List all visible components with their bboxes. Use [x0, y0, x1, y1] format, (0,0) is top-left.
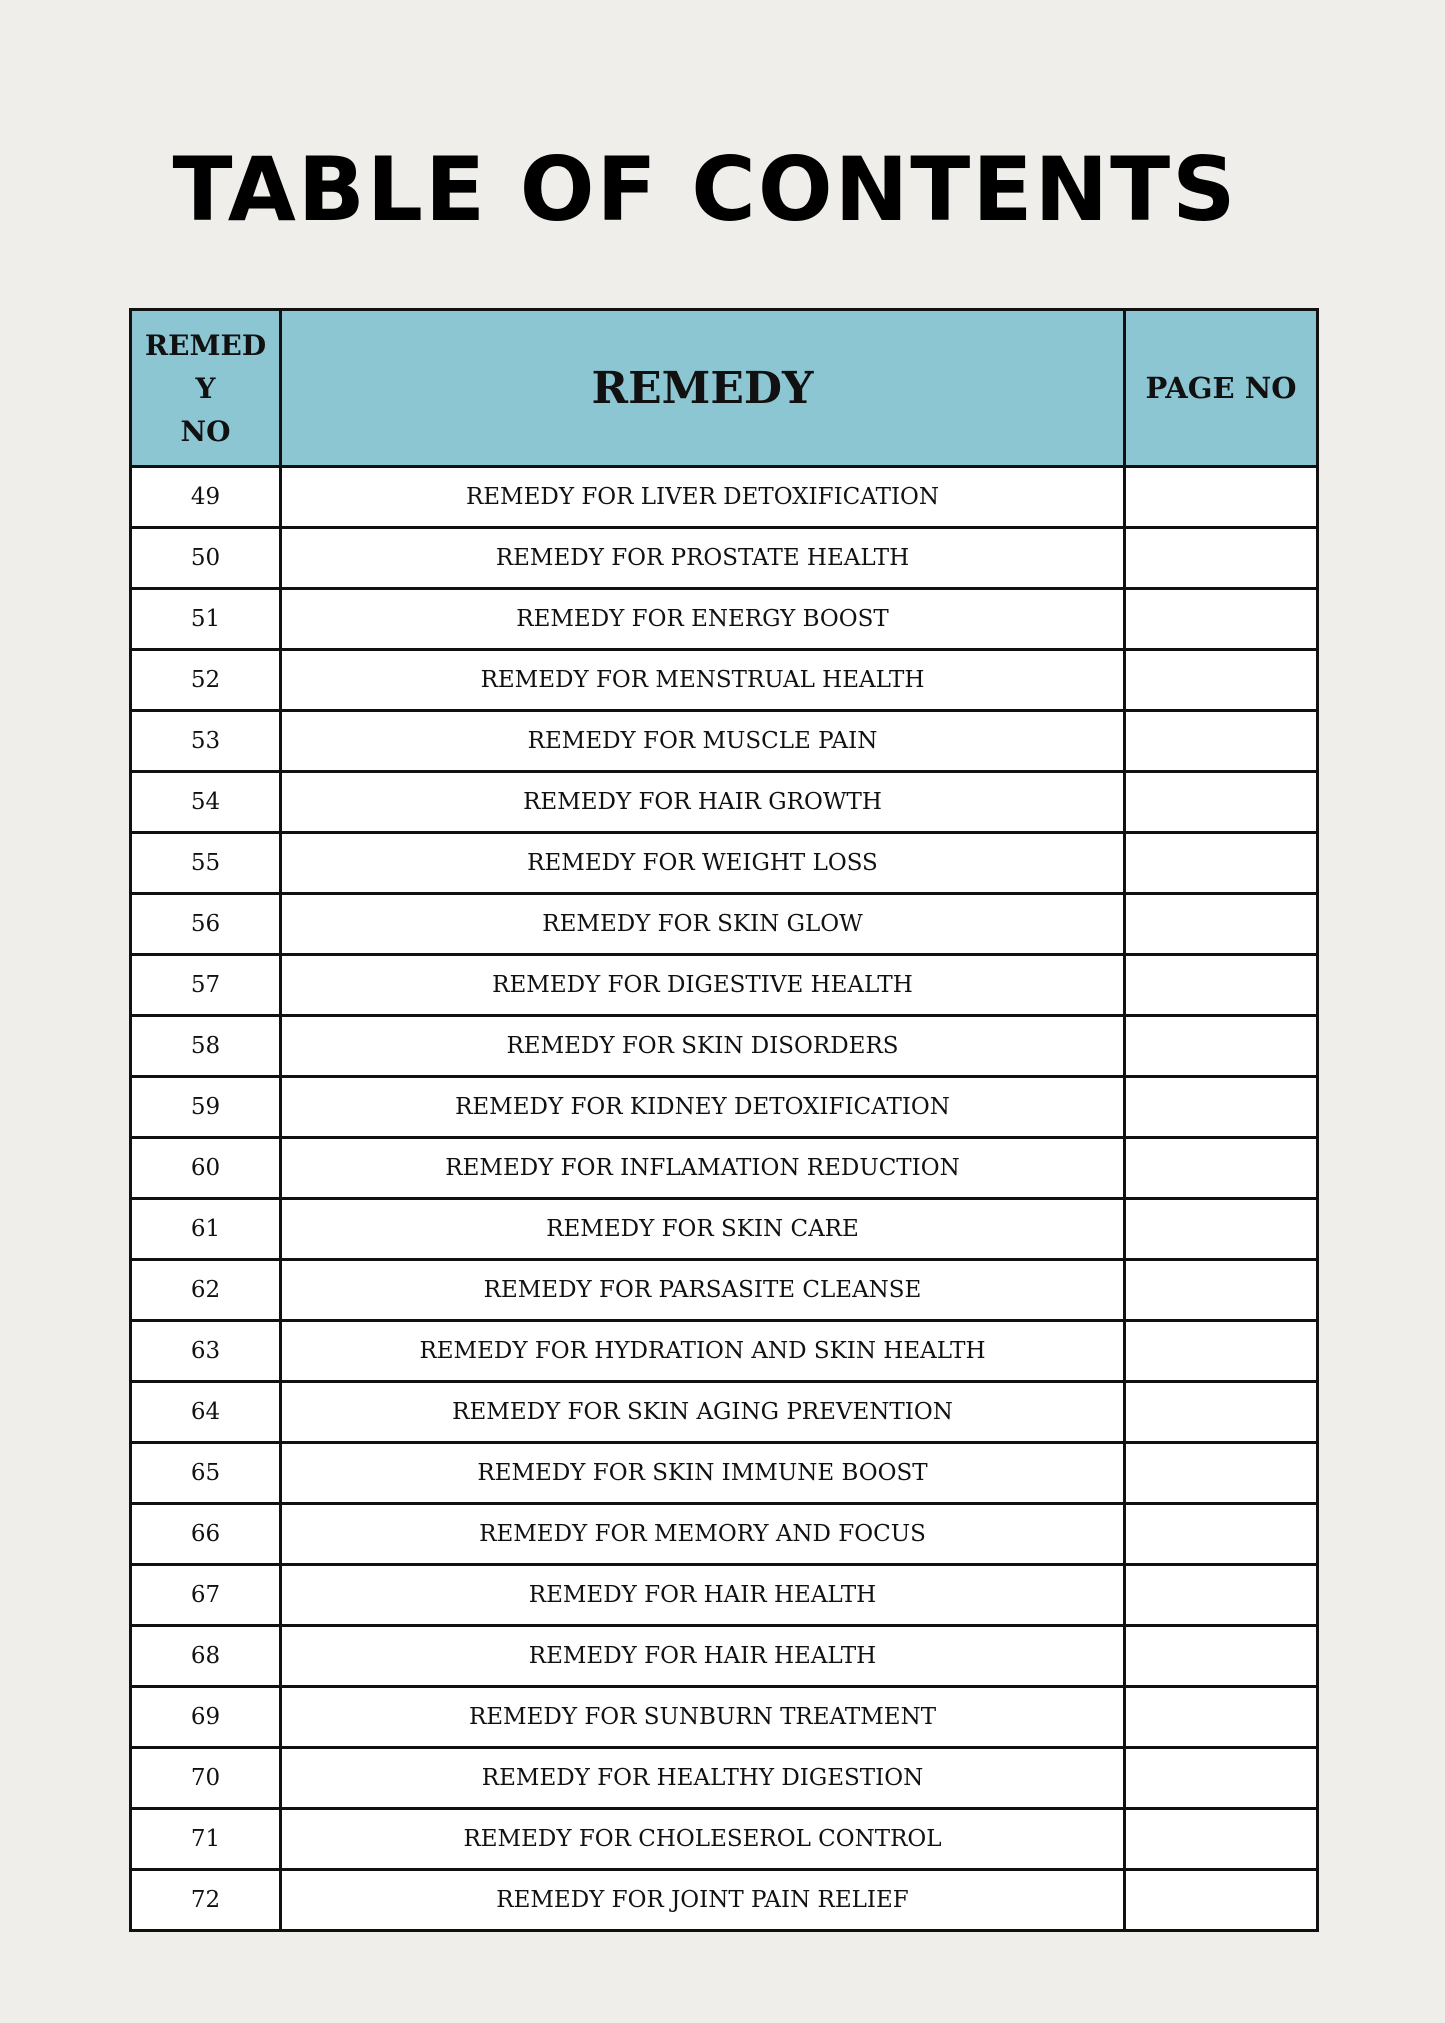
remedy-name-cell: REMEDY FOR HEALTHY DIGESTION — [281, 1748, 1125, 1809]
remedy-name-cell: REMEDY FOR WEIGHT LOSS — [281, 833, 1125, 894]
table-header-row — [131, 310, 1318, 467]
remedy-number-cell: 65 — [131, 1443, 281, 1504]
table-row — [131, 1626, 1318, 1687]
page-number-cell — [1125, 467, 1318, 528]
table-row — [131, 589, 1318, 650]
table-row — [131, 1077, 1318, 1138]
remedy-name-cell: REMEDY FOR SKIN CARE — [281, 1199, 1125, 1260]
remedy-name-cell: REMEDY FOR MEMORY AND FOCUS — [281, 1504, 1125, 1565]
table-body — [131, 467, 1318, 1931]
table-row — [131, 1809, 1318, 1870]
table-row — [131, 650, 1318, 711]
page-number-cell — [1125, 1382, 1318, 1443]
page-number-cell — [1125, 833, 1318, 894]
remedy-number-cell: 54 — [131, 772, 281, 833]
page-number-cell — [1125, 1626, 1318, 1687]
table-row — [131, 1382, 1318, 1443]
page-number-cell — [1125, 1809, 1318, 1870]
remedy-name-cell: REMEDY FOR DIGESTIVE HEALTH — [281, 955, 1125, 1016]
remedy-number-cell: 62 — [131, 1260, 281, 1321]
remedy-number-cell: 66 — [131, 1504, 281, 1565]
page-number-cell — [1125, 1443, 1318, 1504]
table-row — [131, 955, 1318, 1016]
table-row — [131, 1748, 1318, 1809]
remedy-number-cell: 60 — [131, 1138, 281, 1199]
page-number-cell — [1125, 1321, 1318, 1382]
table-row — [131, 833, 1318, 894]
remedy-name-cell: REMEDY FOR MUSCLE PAIN — [281, 711, 1125, 772]
page-number-cell — [1125, 1504, 1318, 1565]
table-row — [131, 1321, 1318, 1382]
table-row — [131, 467, 1318, 528]
remedy-number-cell: 50 — [131, 528, 281, 589]
remedy-name-cell: REMEDY FOR SKIN GLOW — [281, 894, 1125, 955]
remedy-name-cell: REMEDY FOR HAIR GROWTH — [281, 772, 1125, 833]
page-number-cell — [1125, 1016, 1318, 1077]
table-row — [131, 1260, 1318, 1321]
remedy-number-cell: 72 — [131, 1870, 281, 1931]
table-row — [131, 528, 1318, 589]
remedy-name-cell: REMEDY FOR KIDNEY DETOXIFICATION — [281, 1077, 1125, 1138]
remedy-name-cell: REMEDY FOR PROSTATE HEALTH — [281, 528, 1125, 589]
page-number-cell — [1125, 1077, 1318, 1138]
remedy-number-cell: 67 — [131, 1565, 281, 1626]
table-row — [131, 711, 1318, 772]
remedy-name-cell: REMEDY FOR SKIN AGING PREVENTION — [281, 1382, 1125, 1443]
page-number-cell — [1125, 1870, 1318, 1931]
column-header-page-no: PAGE NO — [1125, 310, 1318, 467]
remedy-number-cell: 61 — [131, 1199, 281, 1260]
remedy-number-cell: 69 — [131, 1687, 281, 1748]
remedy-number-cell: 63 — [131, 1321, 281, 1382]
table-row — [131, 1565, 1318, 1626]
remedy-number-cell: 57 — [131, 955, 281, 1016]
remedy-name-cell: REMEDY FOR SUNBURN TREATMENT — [281, 1687, 1125, 1748]
page-number-cell — [1125, 1748, 1318, 1809]
remedy-number-cell: 49 — [131, 467, 281, 528]
page-number-cell — [1125, 955, 1318, 1016]
table-row — [131, 1870, 1318, 1931]
column-header-remedy-no-line: NO — [180, 414, 231, 448]
remedy-name-cell: REMEDY FOR LIVER DETOXIFICATION — [281, 467, 1125, 528]
remedy-name-cell: REMEDY FOR HAIR HEALTH — [281, 1626, 1125, 1687]
column-header-remedy-no — [131, 310, 281, 467]
remedy-number-cell: 56 — [131, 894, 281, 955]
remedy-number-cell: 52 — [131, 650, 281, 711]
page-number-cell — [1125, 528, 1318, 589]
remedy-number-cell: 55 — [131, 833, 281, 894]
remedy-number-cell: 68 — [131, 1626, 281, 1687]
table-row — [131, 894, 1318, 955]
remedy-number-cell: 51 — [131, 589, 281, 650]
page-number-cell — [1125, 772, 1318, 833]
page-number-cell — [1125, 650, 1318, 711]
page-number-cell — [1125, 894, 1318, 955]
table-row — [131, 1016, 1318, 1077]
table-row — [131, 1443, 1318, 1504]
page-number-cell — [1125, 1565, 1318, 1626]
remedy-name-cell: REMEDY FOR CHOLESEROL CONTROL — [281, 1809, 1125, 1870]
remedy-number-cell: 71 — [131, 1809, 281, 1870]
remedy-number-cell: 59 — [131, 1077, 281, 1138]
table-row — [131, 1199, 1318, 1260]
page-number-cell — [1125, 1687, 1318, 1748]
remedy-number-cell: 70 — [131, 1748, 281, 1809]
page-number-cell — [1125, 1260, 1318, 1321]
remedy-number-cell: 64 — [131, 1382, 281, 1443]
remedy-name-cell: REMEDY FOR PARSASITE CLEANSE — [281, 1260, 1125, 1321]
page-number-cell — [1125, 1138, 1318, 1199]
table-row — [131, 1687, 1318, 1748]
table-row — [131, 1138, 1318, 1199]
column-header-remedy-no-line: Y — [195, 371, 216, 405]
remedy-name-cell: REMEDY FOR INFLAMATION REDUCTION — [281, 1138, 1125, 1199]
table-row — [131, 772, 1318, 833]
remedy-name-cell: REMEDY FOR JOINT PAIN RELIEF — [281, 1870, 1125, 1931]
page-number-cell — [1125, 1199, 1318, 1260]
remedy-name-cell: REMEDY FOR SKIN IMMUNE BOOST — [281, 1443, 1125, 1504]
toc-table — [129, 308, 1319, 1932]
remedy-name-cell: REMEDY FOR MENSTRUAL HEALTH — [281, 650, 1125, 711]
table-row — [131, 1504, 1318, 1565]
page-number-cell — [1125, 589, 1318, 650]
remedy-name-cell: REMEDY FOR SKIN DISORDERS — [281, 1016, 1125, 1077]
column-header-remedy: REMEDY — [281, 310, 1125, 467]
remedy-number-cell: 58 — [131, 1016, 281, 1077]
remedy-name-cell: REMEDY FOR ENERGY BOOST — [281, 589, 1125, 650]
remedy-name-cell: REMEDY FOR HAIR HEALTH — [281, 1565, 1125, 1626]
column-header-remedy-no-line: REMED — [144, 328, 267, 362]
page-title: TABLE OF CONTENTS — [172, 138, 1238, 241]
page-number-cell — [1125, 711, 1318, 772]
remedy-number-cell: 53 — [131, 711, 281, 772]
remedy-name-cell: REMEDY FOR HYDRATION AND SKIN HEALTH — [281, 1321, 1125, 1382]
